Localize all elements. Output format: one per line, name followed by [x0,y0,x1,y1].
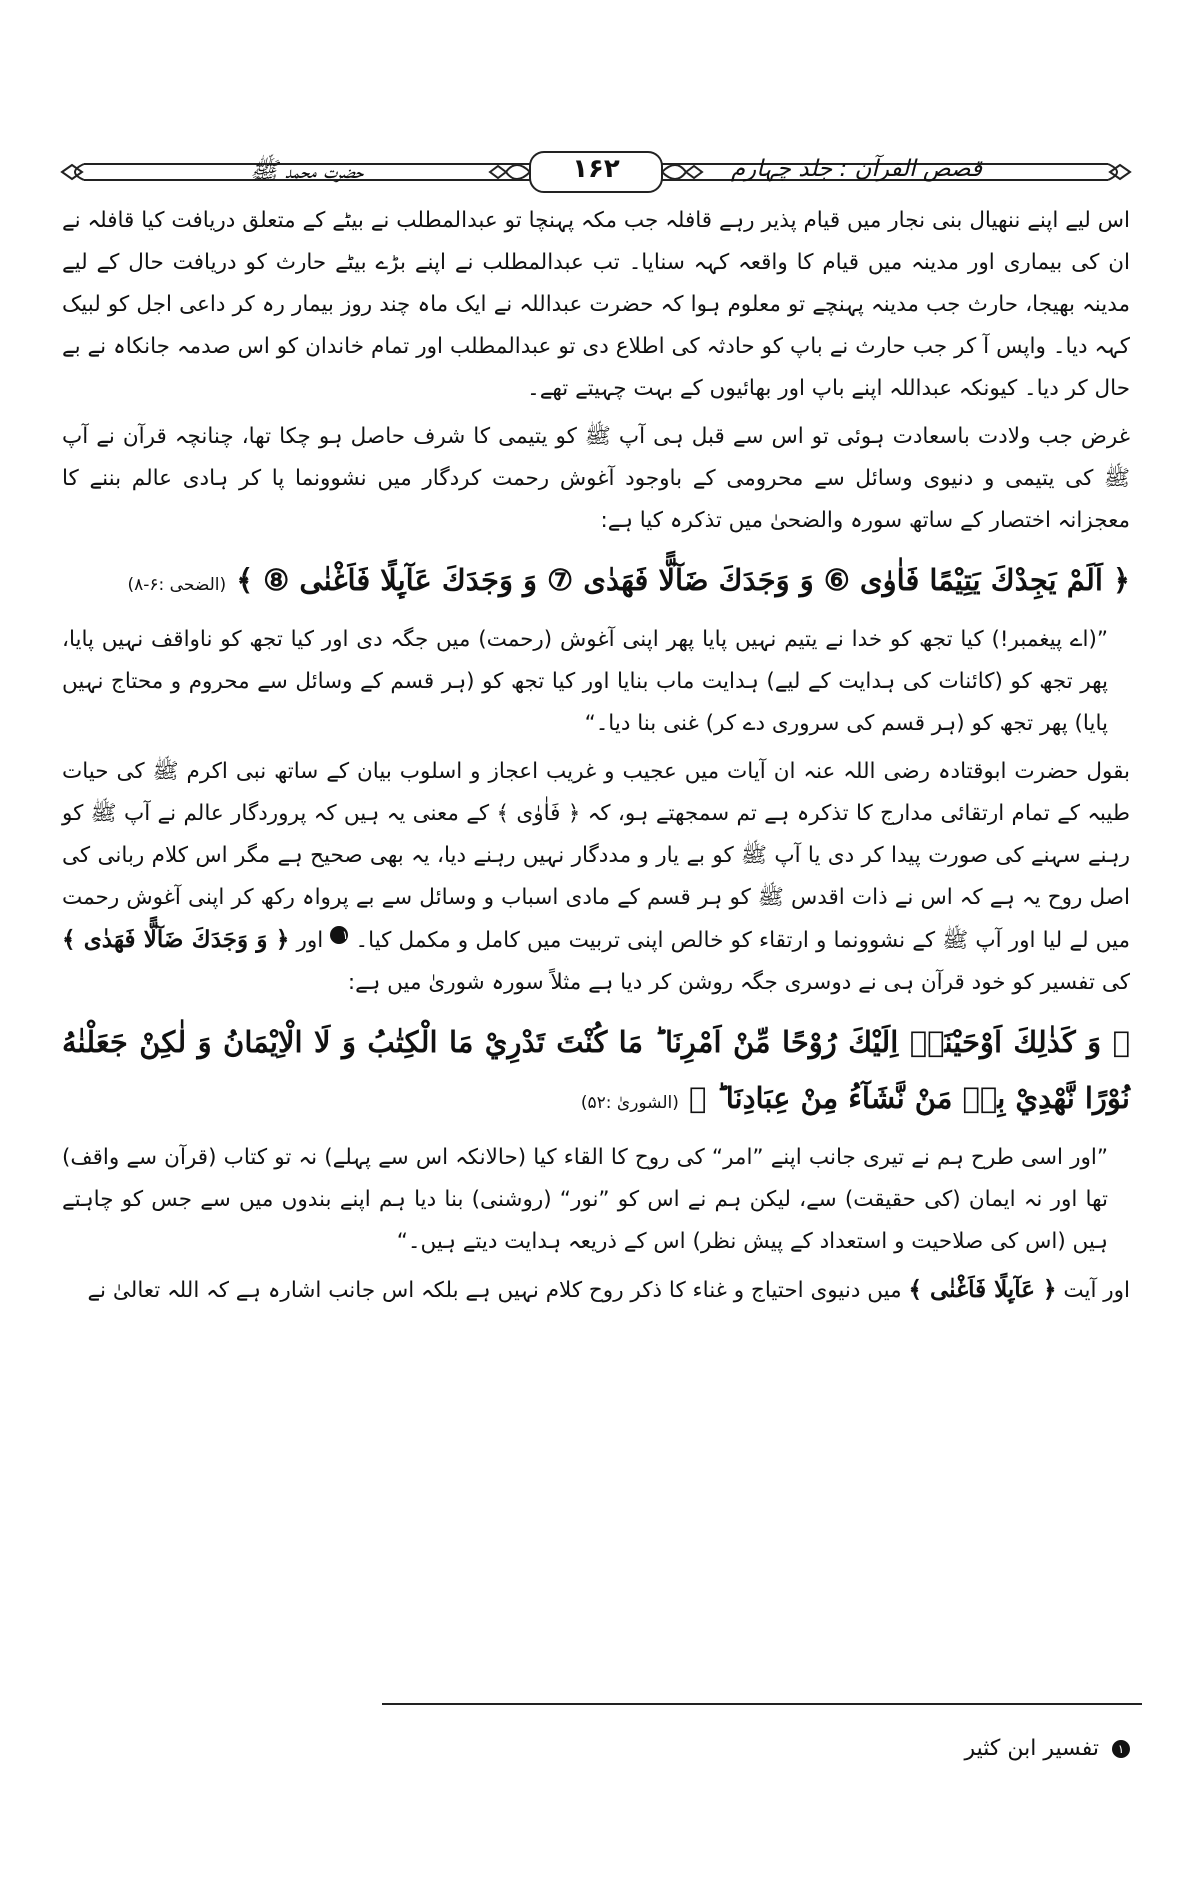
page-body [62,200,1130,1318]
footnote-marker: ۱ [1112,1740,1130,1758]
page-number: ۱۶۲ [572,154,620,184]
footnote-text: تفسیر ابن کثیر [964,1736,1099,1761]
footnote [964,1736,1130,1761]
paragraph-4-inline-verse: ﴿ عَآىِٕلًا فَاَغْنٰى ﴾ [908,1276,1057,1303]
paragraph-3-text-a: بقول حضرت ابوقتادہ رضی اللہ عنہ ان آیات میں عجیب و غریب اعجاز و اسلوب بیان کے ساتھ نبی اکرم ﷺ کی حیات طیبہ کے تمام ارتقائی مدارج کا تذکرہ ہے تم سمجھتے ہو، کہ ﴿ فَاٰوٰى ﴾ کے معنی یہ ہیں کہ پروردگار عالم نے آپ ﷺ کو رہنے سہنے کی صورت پیدا کر دی یا آپ ﷺ کو بے یار و مددگار نہیں رہنے دیا، یہ بھی صحیح ہے مگر اس کلام ربانی کی اصل روح یہ ہے کہ اس نے ذات اقدس ﷺ کو ہر قسم کے مادی اسباب و وسائل سے بے پرواہ رکھ کر اپنی آغوش رحمت میں لے لیا اور آپ ﷺ کے نشوونما و ارتقاء کو خالص اپنی تربیت میں کامل و مکمل کیا۔ [62,759,1131,953]
paragraph-3-text-b: اور [296,928,324,953]
paragraph-4-text-b: میں دنیوی احتیاج و غناء کا ذکر روح کلام نہیں ہے بلکہ اس جانب اشارہ ہے کہ اللہ تعالیٰ نے [87,1278,902,1303]
paragraph-1: اس لیے اپنے ننھیال بنی نجار میں قیام پذیر رہے قافلہ جب مکہ پہنچا تو عبدالمطلب نے بیٹے کے متعلق دریافت کیا قافلہ نے ان کی بیماری اور مدینہ میں قیام کا واقعہ کہہ سنایا۔ تب عبدالمطلب نے اپنے بڑے بیٹے حارث کو دریافت حال کے لیے مدینہ بھیجا، حارث جب مدینہ پہنچے تو معلوم ہوا کہ حضرت عبداللہ نے ایک ماہ چند روز بیمار رہ کر داعی اجل کو لبیک کہہ دیا۔ واپس آ کر جب حارث نے باپ کو حادثہ کی اطلاع دی تو عبدالمطلب اور تمام خاندان کو اس صدمہ جانکاہ نے بے حال کر دیا۔ کیونکہ عبداللہ اپنے باپ اور بھائیوں کے بہت چہیتے تھے۔ [62,208,1130,401]
translation-1: ”(اے پیغمبر!) کیا تجھ کو خدا نے یتیم نہیں پایا پھر اپنی آغوش (رحمت) میں جگہ دی اور کیا تجھ کو ناواقف نہیں پایا، پھر تجھ کو (کائنات کی ہدایت کے لیے) ہدایت ماب بنایا اور کیا تجھ کو (ہر قسم کے وسائل سے محروم و محتاج نہیں پایا) پھر تجھ کو (ہر قسم کی سروری دے کر) غنی بنا دیا۔“ [62,627,1108,736]
quran-verse-1 [62,552,1130,613]
translation-2: ”اور اسی طرح ہم نے تیری جانب اپنے ”امر“ کی روح کا القاء کیا (حالانکہ اس سے پہلے) نہ تو کتاب (قرآن سے واقف) تھا اور نہ ایمان (کی حقیقت) سے، لیکن ہم نے اس کو ”نور“ (روشنی) بنا دیا ہم اپنے بندوں میں سے جس کو چاہتے ہیں (اس کی صلاحیت و استعداد کے پیش نظر) اس کے ذریعہ ہدایت دیتے ہیں۔“ [62,1145,1108,1254]
paragraph-4-text-a: اور آیت [1063,1278,1130,1303]
footnote-reference-marker[interactable]: ۱ [330,926,348,944]
page-header [60,150,1132,194]
verse-2-reference: (الشوریٰ :۵۲) [580,1093,679,1113]
paragraph-3 [62,751,1130,1004]
book-title: قصص القرآن : جلد چہارم [730,156,982,182]
paragraph-2: غرض جب ولادت باسعادت ہوئی تو اس سے قبل ہی آپ ﷺ کو یتیمی کا شرف حاصل ہو چکا تھا، چنانچہ قرآن نے آپ ﷺ کی یتیمی و دنیوی وسائل سے محرومی کے باوجود آغوش رحمت کردگار میں نشوونما پا کر ہادی عالم بننے کا معجزانہ اختصار کے ساتھ سورہ والضحیٰ میں تذکرہ کیا ہے: [62,424,1130,533]
chapter-title: حضرت محمد ﷺ [250,158,364,184]
paragraph-3-text-c: کی تفسیر کو خود قرآن ہی نے دوسری جگہ روشن کر دیا ہے مثلاً سورہ شوریٰ میں ہے: [347,970,1130,995]
verse-1-reference: (الضحی :۶-۸) [127,575,227,595]
verse-1-text: ﴿ اَلَمْ يَجِدْكَ يَتِيْمًا فَاٰوٰى ⑥ وَ وَجَدَكَ ضَآلًّا فَهَدٰى ⑦ وَ وَجَدَكَ عَآىِٕلًا فَاَغْنٰى ⑧ ﴾ [236,563,1130,597]
quran-verse-2 [62,1014,1130,1131]
verse-2-text: ﴿ وَ كَذٰلِكَ اَوْحَيْنَاۤ اِلَيْكَ رُوْحًا مِّنْ اَمْرِنَا ؕ مَا كُنْتَ تَدْرِيْ مَا الْكِتٰبُ وَ لَا الْاِيْمَانُ وَ لٰكِنْ جَعَلْنٰهُ نُوْرًا نَّهْدِيْ بِهٖ مَنْ نَّشَآءُ مِنْ عِبَادِنَا ؕ ﴾ [62,1025,1130,1115]
footnote-divider [382,1703,1142,1705]
paragraph-4 [62,1269,1130,1312]
paragraph-3-inline-verse: ﴿ وَ وَجَدَكَ ضَآلًّا فَهَدٰى ﴾ [62,926,290,953]
